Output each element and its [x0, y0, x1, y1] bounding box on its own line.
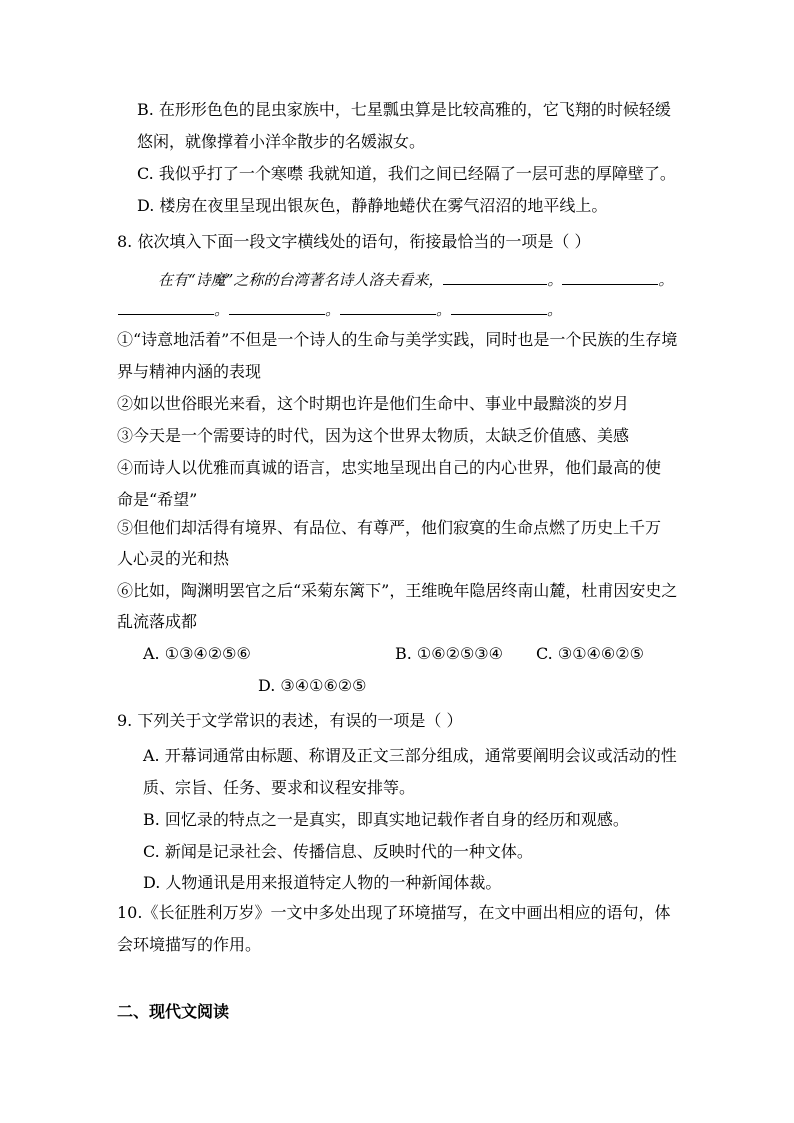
q8-option-c: C. ③①④⑥②⑤ [536, 644, 644, 663]
blank-separator: 。 [547, 301, 563, 319]
q7-option-d: D. 楼房在夜里呈现出银灰色，静静地蜷伏在雾气沼沼的地平线上。 [137, 196, 608, 215]
q8-option-a: A. ①③④②⑤⑥ [143, 644, 251, 663]
q10-line1: 10.《长征胜利万岁》一文中多处出现了环境描写，在文中画出相应的语句，体 [117, 903, 671, 922]
q8-passage-text: 在有“诗魔”之称的台湾著名诗人洛夫看来， [158, 271, 444, 289]
q9-option-c: C. 新闻是记录社会、传播信息、反映时代的一种文体。 [143, 842, 533, 861]
q7-option-b-line2: 悠闲，就像撑着小洋伞散步的名媛淑女。 [137, 132, 426, 151]
blank-separator: 。 [214, 301, 230, 319]
fill-blank-4 [229, 300, 325, 315]
blank-separator: 。 [547, 271, 563, 289]
blank-separator: 。 [436, 301, 452, 319]
q9-option-b: B. 回忆录的特点之一是真实，即真实地记载作者自身的经历和观感。 [143, 810, 629, 829]
q9-option-a-line2: 质、宗旨、任务、要求和议程安排等。 [143, 778, 416, 797]
fill-blank-5 [340, 300, 436, 315]
fill-blank-3 [118, 300, 214, 315]
fill-blank-6 [451, 300, 547, 315]
q7-option-b-line1: B. 在形形色色的昆虫家族中，七星瓢虫算是比较高雅的，它飞翔的时候轻缓 [137, 100, 671, 119]
q8-item-6-line1: ⑥比如，陶渊明罢官之后“采菊东篱下”，王维晚年隐居终南山麓，杜甫因安史之 [117, 581, 678, 600]
q10-line2: 会环境描写的作用。 [117, 935, 262, 954]
q8-item-3: ③今天是一个需要诗的时代，因为这个世界太物质，太缺乏价值感、美感 [117, 426, 630, 445]
section-heading: 二、现代文阅读 [117, 1002, 230, 1021]
q9-option-a-line1: A. 开幕词通常由标题、称谓及正文三部分组成，通常要阐明会议或活动的性 [143, 746, 677, 765]
q8-option-d: D. ③④①⑥②⑤ [258, 676, 367, 695]
q8-passage-line1 [158, 270, 673, 290]
q8-item-4-line2: 命是“希望” [117, 490, 198, 509]
q9-stem: 9. 下列关于文学常识的表述，有误的一项是（ ） [117, 711, 463, 730]
q8-item-6-line2: 乱流落成都 [117, 612, 198, 631]
q8-item-4-line1: ④而诗人以优雅而真诚的语言，忠实地呈现出自己的内心世界，他们最高的使 [117, 458, 662, 477]
blank-separator: 。 [658, 271, 674, 289]
fill-blank-2 [562, 270, 658, 285]
fill-blank-1 [443, 270, 547, 285]
q7-option-c: C. 我似乎打了一个寒噤 我就知道，我们之间已经隔了一层可悲的厚障壁了。 [137, 164, 676, 183]
q9-option-d: D. 人物通讯是用来报道特定人物的一种新闻体裁。 [143, 873, 502, 892]
q8-item-5-line2: 人心灵的光和热 [117, 549, 230, 568]
q8-item-1-line2: 界与精神内涵的表现 [117, 362, 262, 381]
q8-option-b: B. ①⑥②⑤③④ [395, 644, 503, 663]
q8-item-5-line1: ⑤但他们却活得有境界、有品位、有尊严，他们寂寞的生命点燃了历史上千万 [117, 518, 662, 537]
q8-item-1-line1: ①“诗意地活着”不但是一个诗人的生命与美学实践，同时也是一个民族的生存境 [117, 330, 678, 349]
q8-stem: 8. 依次填入下面一段文字横线处的语句，衔接最恰当的一项是（ ） [117, 232, 591, 251]
q8-passage-line2 [118, 300, 562, 320]
blank-separator: 。 [325, 301, 341, 319]
q8-item-2: ②如以世俗眼光来看，这个时期也许是他们生命中、事业中最黯淡的岁月 [117, 394, 630, 413]
